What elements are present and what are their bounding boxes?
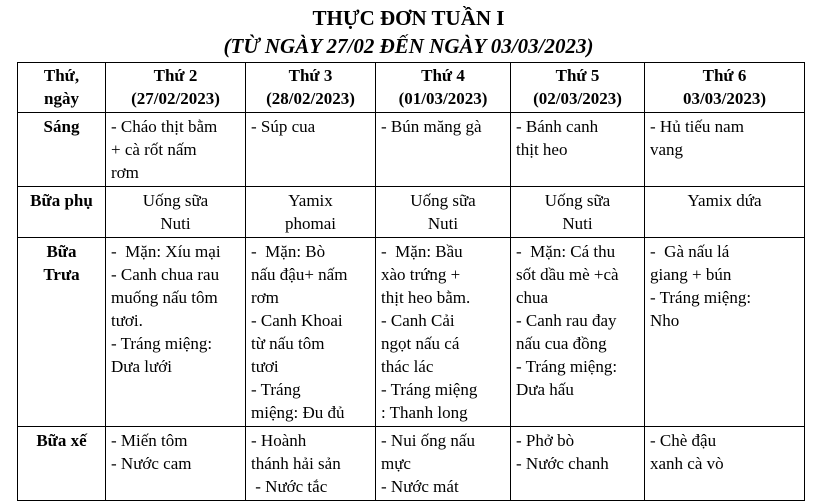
menu-cell: [511, 187, 645, 238]
table-header-row: [18, 63, 805, 113]
table-row-breakfast: [18, 113, 805, 187]
menu-cell: [246, 113, 376, 187]
menu-item: Uống sữa: [142, 191, 209, 210]
menu-item: nấu đậu+ nấm: [251, 265, 348, 284]
menu-item: ngọt nấu cá: [381, 334, 460, 353]
table-row-snack: [18, 187, 805, 238]
menu-item: - Tráng miệng:: [111, 334, 213, 353]
menu-item: - Canh Khoai: [251, 311, 343, 330]
row-label-text: Bữa phụ: [30, 191, 93, 210]
menu-item: miệng: Đu đủ: [251, 403, 345, 422]
header-text: Thứ 3: [288, 66, 333, 85]
row-label: [18, 238, 106, 427]
menu-item: thác lác: [381, 357, 434, 376]
menu-item: thịt heo: [516, 140, 568, 159]
page-title: THỰC ĐƠN TUẦN I: [312, 6, 505, 30]
header-cell-wed: [376, 63, 511, 113]
menu-cell: [106, 187, 246, 238]
header-cell-day-label: [18, 63, 106, 113]
menu-cell: [106, 238, 246, 427]
menu-item: - Mặn: Cá thu: [516, 242, 616, 261]
header-cell-tue: [246, 63, 376, 113]
menu-item: Nuti: [562, 214, 593, 233]
row-label-text: Bữa: [46, 242, 77, 261]
menu-item: thịt heo bằm.: [381, 288, 471, 307]
menu-item: - Mặn: Bầu: [381, 242, 463, 261]
menu-item: - Mặn: Bò: [251, 242, 326, 261]
menu-item: nấu cua đồng: [516, 334, 607, 353]
row-label-text: Trưa: [43, 265, 80, 284]
menu-item: - Nước chanh: [516, 454, 609, 473]
menu-item: xanh cà vò: [650, 454, 724, 473]
menu-cell: [511, 427, 645, 501]
header-cell-mon: [106, 63, 246, 113]
menu-cell: [645, 427, 805, 501]
menu-cell: [645, 238, 805, 427]
menu-item: - Mặn: Xíu mại: [111, 242, 221, 261]
menu-cell: [246, 187, 376, 238]
header-text: (01/03/2023): [398, 89, 488, 108]
menu-item: rơm: [251, 288, 279, 307]
menu-item: Uống sữa: [410, 191, 476, 210]
menu-item: - Gà nấu lá: [650, 242, 730, 261]
header-text: Thứ,: [43, 66, 80, 85]
menu-item: Yamix: [288, 191, 333, 210]
header-cell-fri: [645, 63, 805, 113]
menu-item: - Nước mát: [381, 477, 459, 496]
menu-item: - Phở bò: [516, 431, 575, 450]
header-text: Thứ 5: [555, 66, 600, 85]
menu-cell: [246, 238, 376, 427]
menu-cell: [645, 187, 805, 238]
header-text: (02/03/2023): [533, 89, 622, 108]
menu-item: - Hủ tiếu nam: [650, 117, 744, 136]
header-text: (28/02/2023): [266, 89, 355, 108]
table-row-lunch: [18, 238, 805, 427]
header-text: 03/03/2023): [682, 89, 767, 108]
menu-item: + cà rốt nấm: [111, 140, 197, 159]
header-text: (27/02/2023): [131, 89, 220, 108]
menu-item: - Miến tôm: [111, 431, 188, 450]
menu-item: - Bánh canh: [516, 117, 599, 136]
menu-item: mực: [381, 454, 411, 473]
menu-item: xào trứng +: [381, 265, 461, 284]
menu-cell: [376, 113, 511, 187]
menu-item: vang: [650, 140, 684, 159]
menu-item: - Tráng miệng: [381, 380, 478, 399]
menu-item: Yamix dứa: [687, 191, 762, 210]
menu-item: - Chè đậu: [650, 431, 717, 450]
menu-item: Nuti: [427, 214, 459, 233]
menu-item: sốt dầu mè +cà: [516, 265, 619, 284]
menu-item: Uống sữa: [544, 191, 611, 210]
row-label-text: Bữa xế: [36, 431, 87, 450]
menu-item: - Tráng miệng:: [650, 288, 752, 307]
menu-item: - Tráng miệng:: [516, 357, 618, 376]
menu-item: Dưa hấu: [516, 380, 574, 399]
header-text: Thứ 4: [421, 66, 465, 85]
menu-cell: [376, 427, 511, 501]
header-text: Thứ 6: [702, 66, 747, 85]
menu-item: - Súp cua: [251, 117, 316, 136]
menu-item: giang + bún: [650, 265, 732, 284]
row-label: [18, 187, 106, 238]
menu-item: - Canh chua rau: [111, 265, 220, 284]
menu-item: thánh hải sản: [251, 454, 341, 473]
menu-item: chua: [516, 288, 549, 307]
menu-item: từ nấu tôm: [251, 334, 325, 353]
menu-item: - Hoành: [251, 431, 307, 450]
menu-item: - Cháo thịt bằm: [111, 117, 218, 136]
menu-cell: [511, 238, 645, 427]
header-text: ngày: [44, 89, 79, 108]
menu-item: - Tráng: [251, 380, 301, 399]
row-label-text: Sáng: [43, 117, 80, 136]
menu-item: - Nui ống nấu: [381, 431, 475, 450]
weekly-menu-table: [17, 62, 805, 501]
menu-item: tươi.: [111, 311, 143, 330]
menu-item: - Canh rau đay: [516, 311, 617, 330]
menu-item: : Thanh long: [381, 403, 468, 422]
row-label: [18, 113, 106, 187]
menu-cell: [246, 427, 376, 501]
menu-cell: [376, 187, 511, 238]
menu-item: Nuti: [160, 214, 191, 233]
table-row-afternoon-snack: [18, 427, 805, 501]
row-label: [18, 427, 106, 501]
menu-item: rơm: [111, 163, 139, 182]
menu-item: Nho: [650, 311, 680, 330]
menu-item: - Canh Cải: [381, 311, 455, 330]
menu-item: - Nước cam: [111, 454, 192, 473]
header-cell-thu: [511, 63, 645, 113]
menu-item: muống nấu tôm: [111, 288, 218, 307]
menu-cell: [645, 113, 805, 187]
menu-item: - Nước tắc: [251, 477, 328, 496]
menu-cell: [511, 113, 645, 187]
menu-cell: [376, 238, 511, 427]
menu-item: - Bún măng gà: [381, 117, 482, 136]
menu-cell: [106, 113, 246, 187]
menu-item: phomai: [285, 214, 336, 233]
menu-item: tươi: [251, 357, 279, 376]
menu-cell: [106, 427, 246, 501]
page-subtitle: (TỪ NGÀY 27/02 ĐẾN NGÀY 03/03/2023): [223, 34, 594, 58]
header-text: Thứ 2: [153, 66, 198, 85]
menu-item: Dưa lưới: [111, 357, 172, 376]
